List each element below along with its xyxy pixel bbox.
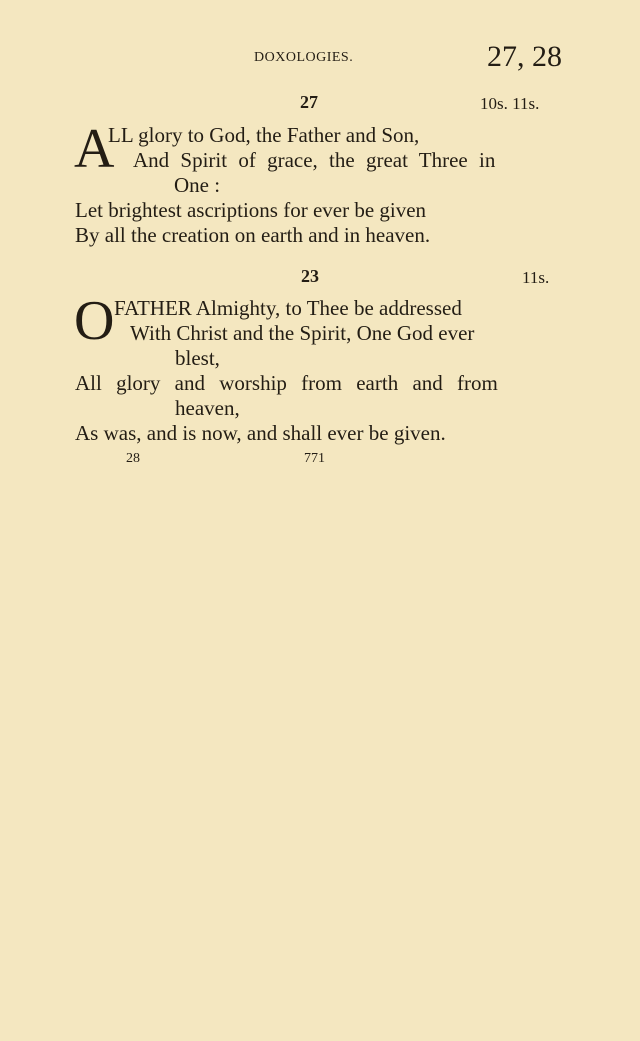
verse-line: By all the creation on earth and in heaven. (75, 223, 431, 247)
verse-line: FATHER Almighty, to Thee be addressed (114, 296, 462, 320)
verse-line: heaven, (175, 396, 240, 420)
verse-line: One : (174, 173, 221, 197)
page-range: 27, 28 (487, 40, 562, 73)
drop-cap: A (74, 118, 115, 180)
verse-line: And Spirit of grace, the great Three in (133, 148, 496, 172)
hymn-meter: 11s. (522, 268, 550, 287)
verse-line: blest, (175, 346, 220, 370)
hymn-number: 27 (300, 92, 318, 112)
running-header: DOXOLOGIES. (254, 50, 354, 65)
verse-line: As was, and is now, and shall ever be given. (75, 421, 446, 445)
page-number: 771 (304, 451, 325, 466)
verse-line: Let brightest ascriptions for ever be given (75, 198, 427, 222)
hymn-number: 23 (301, 266, 319, 286)
drop-cap: O (74, 290, 115, 352)
verse-line: With Christ and the Spirit, One God ever (130, 321, 475, 345)
hymn-meter: 10s. 11s. (480, 94, 540, 113)
verse-line: All glory and worship from earth and from (75, 371, 498, 395)
verse-line: LL glory to God, the Father and Son, (108, 123, 420, 147)
signature-mark: 28 (126, 451, 140, 466)
